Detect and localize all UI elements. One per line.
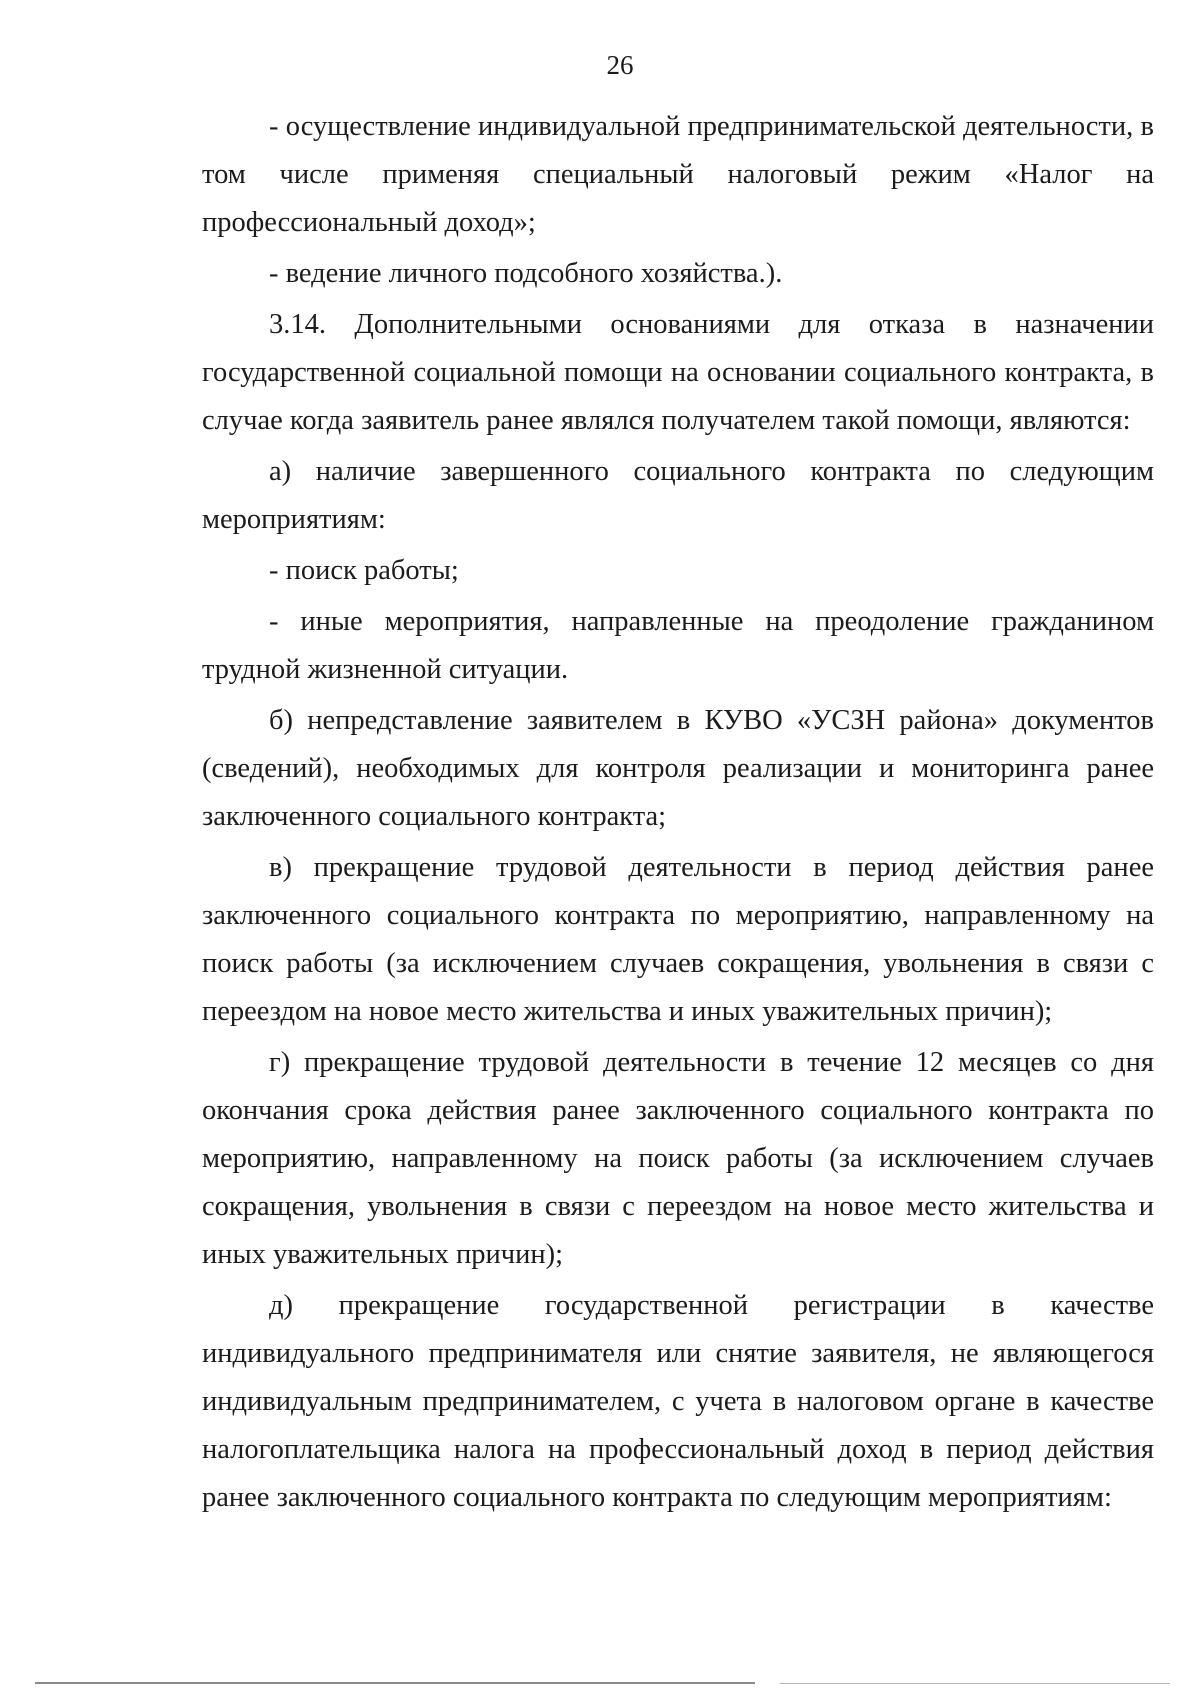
page-number: 26 [606, 50, 634, 80]
paragraph-personal-farming: - ведение личного подсобного хозяйства.). [269, 258, 783, 289]
paragraph-item-b: б) непредставление заявителем в КУВО «УСЗН района» документов (сведений), необходимых для контроля реализации и мониторинга ранее заключенного социального контракта; [202, 705, 1154, 832]
scan-bottom-edge [35, 1682, 755, 1684]
paragraph-job-search: - поиск работы; [269, 555, 459, 586]
paragraph-item-v: в) прекращение трудовой деятельности в период действия ранее заключенного социального контракта по мероприятию, направленному на поиск работы (за исключением случаев сокращения, увольнения в связи с переездом на новое место жительства и иных уважительных причин); [202, 852, 1154, 1027]
paragraph-individual-entrepreneurship: - осуществление индивидуальной предпринимательской деятельности, в том числе применяя специальный налоговый режим «Налог на профессиональный доход»; [202, 111, 1154, 238]
paragraph-item-g: г) прекращение трудовой деятельности в течение 12 месяцев со дня окончания срока действия ранее заключенного социального контракта по мероприятию, направленному на поиск работы (за исключением случаев сокращения, увольнения в связи с переездом на новое место жительства и иных уважительных причин); [202, 1047, 1154, 1270]
paragraph-item-d: д) прекращение государственной регистрации в качестве индивидуального предпринимателя или снятие заявителя, не являющегося индивидуальным предпринимателем, с учета в налоговом органе в качестве налогоплательщика налога на профессиональный доход в период действия ранее заключенного социального контракта по следующим мероприятиям: [202, 1290, 1154, 1513]
scan-bottom-edge-right [780, 1683, 1170, 1684]
paragraph-other-measures: - иные мероприятия, направленные на преодоление гражданином трудной жизненной ситуации. [202, 606, 1154, 685]
paragraph-item-a: а) наличие завершенного социального контракта по следующим мероприятиям: [202, 456, 1154, 535]
paragraph-section-3-14: 3.14. Дополнительными основаниями для отказа в назначении государственной социальной помощи на основании социального контракта, в случае когда заявитель ранее являлся получателем такой помощи, являются: [202, 309, 1154, 436]
document-body [202, 103, 1154, 1522]
